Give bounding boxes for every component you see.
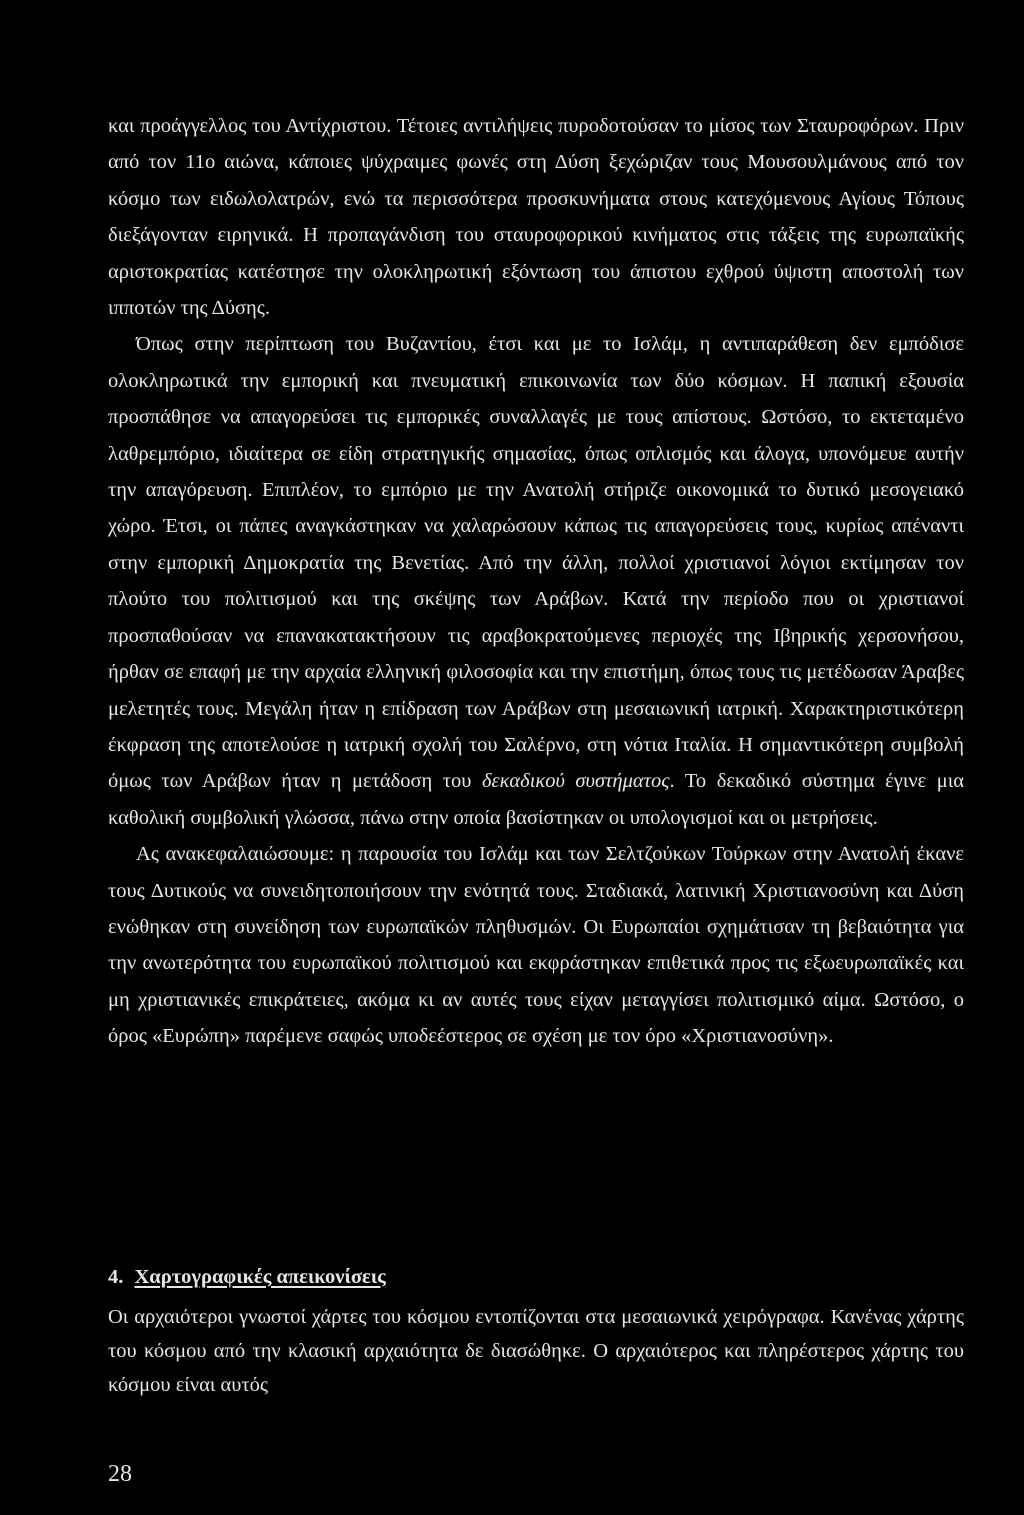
paragraph-text: Ας ανακεφαλαιώσουμε: η παρουσία του Ισλάμ και των Σελτζούκων Τούρκων στην Ανατολή έκανε τους Δυτικούς να συνειδητοποιήσουν την ενότητά τους. Σταδιακά, λατινική Χριστιανοσύνη και Δύση ενώθηκαν στη συνείδηση των ευρωπαϊκών πληθυσμών. Οι Ευρωπαίοι σχημάτισαν τη βεβαιότητα για την ανωτερότητα του ευρωπαϊκού πολιτισμού και εκφράστηκαν επιθετικά προς τις εξωευρωπαϊκές και μη χριστιανικές επικράτειες, ακόμα κι αν αυτές τους είχαν μεταγγίσει πολιτισμικό αίμα. Ωστόσο, ο όρος «Ευρώπη» παρέμενε σαφώς υποδεέστερος σε σχέση με τον όρο «Χριστιανοσύνη». xyxy=(108,843,964,1048)
paragraph-trade-and-culture xyxy=(108,326,964,836)
paragraph-text: και προάγγελλος του Αντίχριστου. Τέτοιες αντιλήψεις πυροδοτούσαν το μίσος των Σταυροφόρων. Πριν από τον 11ο αιώνα, κάποιες ψύχραιμες φωνές στη Δύση ξεχώριζαν τους Μουσουλμάνους από τον κόσμο των ειδωλολατρών, ενώ τα περισσότερα προσκυνήματα στους κατεχόμενους Αγίους Τόπους διεξάγονταν ειρηνικά. Η προπαγάνδιση του σταυροφορικού κινήματος στις τάξεις της ευρωπαϊκής αριστοκρατίας κατέστησε την ολοκληρωτική εξόντωση του άπιστου εχθρού ύψιστη αποστολή των ιπποτών της Δύσης. xyxy=(108,115,964,320)
section-heading xyxy=(108,1262,964,1292)
paragraph-maps: Οι αρχαιότεροι γνωστοί χάρτες του κόσμου εντοπίζονται στα μεσαιωνικά χειρόγραφα. Κανένας χάρτης του κόσμου από την κλασική αρχαιότητα δε διασώθηκε. Ο αρχαιότερος και πληρέστερος χάρτης του κόσμου είναι αυτός xyxy=(108,1306,964,1396)
page-number: 28 xyxy=(108,1461,132,1487)
section-number: 4. xyxy=(108,1266,124,1288)
paragraph-crusades-propaganda xyxy=(108,108,964,326)
emphasized-term: δεκαδικού συστήματος xyxy=(481,770,670,793)
paragraph-summary xyxy=(108,836,964,1054)
section-body-text xyxy=(108,1300,964,1402)
paragraph-text-continued: . Το δεκαδικό σύστημα έγινε μια καθολική συμβολική γλώσσα, πάνω στην οποία βασίστηκαν οι υπολογισμοί και οι μετρήσεις. xyxy=(108,770,964,829)
section-title: Χαρτογραφικές απεικονίσεις xyxy=(134,1266,386,1288)
body-text xyxy=(108,108,964,1055)
paragraph-text: Όπως στην περίπτωση του Βυζαντίου, έτσι και με το Ισλάμ, η αντιπαράθεση δεν εμπόδισε ολοκληρωτικά την εμπορική και πνευματική επικοινωνία των δύο κόσμων. Η παπική εξουσία προσπάθησε να απαγορεύσει τις εμπορικές συναλλαγές με τους απίστους. Ωστόσο, το εκτεταμένο λαθρεμπόριο, ιδιαίτερα σε είδη στρατηγικής σημασίας, όπως οπλισμός και άλογα, υπονόμευε αυτήν την απαγόρευση. Επιπλέον, το εμπόριο με την Ανατολή στήριζε οικονομικά το δυτικό μεσογειακό χώρο. Έτσι, οι πάπες αναγκάστηκαν να χαλαρώσουν κάπως τις απαγορεύσεις τους, κυρίως απέναντι στην εμπορική Δημοκρατία της Βενετίας. Από την άλλη, πολλοί χριστιανοί λόγιοι εκτίμησαν τον πλούτο του πολιτισμού και της σκέψης των Αράβων. Κατά την περίοδο που οι χριστιανοί προσπαθούσαν να επανακατακτήσουν τις αραβοκρατούμενες περιοχές της Ιβηρικής χερσονήσου, ήρθαν σε επαφή με την αρχαία ελληνική φιλοσοφία και την επιστήμη, όπως τους τις μετέδωσαν Άραβες μελετητές τους. Μεγάλη ήταν η επίδραση των Αράβων στη μεσαιωνική ιατρική. Χαρακτηριστικότερη έκφραση της αποτελούσε η ιατρική σχολή του Σαλέρνο, στη νότια Ιταλία. Η σημαντικότερη συμβολή όμως των Αράβων ήταν η μετάδοση του xyxy=(108,333,964,793)
